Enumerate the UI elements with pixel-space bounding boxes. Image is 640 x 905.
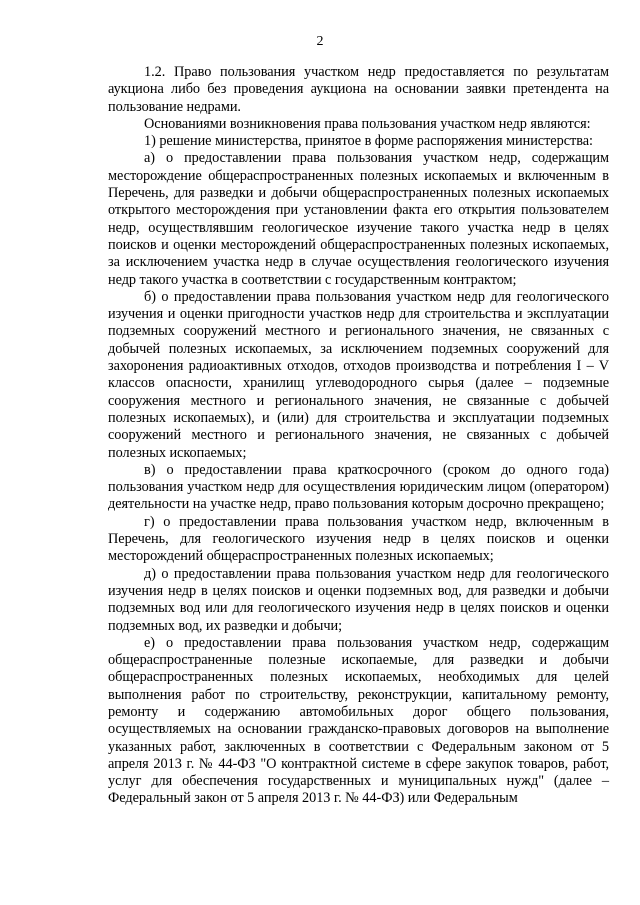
paragraph-item-v: в) о предоставлении права краткосрочного (сроком до одного года) пользования участком недр для осуществления юридическим лицом (оператором) деятельности на участке недр, право пользования которым досрочно прекращено; — [108, 461, 609, 513]
document-body — [108, 64, 609, 808]
paragraph-grounds: Основаниями возникновения права пользования участком недр являются: — [144, 115, 591, 132]
paragraph-item-b: б) о предоставлении права пользования участком недр для геологического изучения и оценки пригодности участков недр для строительства и эксплуатации подземных сооружений местного и регионального значения, не связанных с добычей полезных ископаемых, за исключением подземных сооружений для захоронения радиоактивных отходов, отходов производства и потребления I – V классов опасности, хранилищ углеводородного сырья (далее – подземные сооружения местного и регионального значения, не связанные с добычей полезных ископаемых), и (или) для строительства и эксплуатации подземных сооружений местного и регионального значения, не связанных с добычей полезных ископаемых; — [108, 288, 609, 461]
paragraph-1-2: 1.2. Право пользования участком недр предоставляется по результатам аукциона либо без проведения аукциона на основании заявки претендента на пользование недрами. — [108, 64, 609, 115]
paragraph-item-e: е) о предоставлении права пользования участком недр, содержащим общераспространенные полезные ископаемые, для разведки и добычи общераспространенных полезных ископаемых, необходимых для целей выполнения работ по строительству, реконструкции, капитальному ремонту, ремонту и содержанию автомобильных дорог общего пользования, осуществляемых на основании гражданско-правовых договоров на выполнение указанных работ, заключенных в соответствии с Федеральным законом от 5 апреля 2013 г. № 44-ФЗ "О контрактной системе в сфере закупок товаров, работ, услуг для обеспечения государственных и муниципальных нужд" (далее – Федеральный закон от 5 апреля 2013 г. № 44-ФЗ) или Федеральным — [108, 634, 609, 807]
paragraph-item-g: г) о предоставлении права пользования участком недр, включенным в Перечень, для геологического изучения недр в целях поисков и оценки месторождений общераспространенных полезных ископаемых; — [108, 513, 609, 565]
paragraph-item-a: а) о предоставлении права пользования участком недр, содержащим месторождение общераспространенных полезных ископаемых и включенным в Перечень, для разведки и добычи общераспространенных полезных ископаемых открытого месторождения при установлении факта его открытия пользователем недр, осуществлявшим геологическое изучение такого участка недр в целях поисков и оценки месторождений общераспространенных полезных ископаемых, за исключением участка недр в случае осуществления геологического изучения недр такого участка в соответствии с государственным контрактом; — [108, 150, 609, 288]
page-number: 2 — [316, 34, 324, 49]
paragraph-item-d: д) о предоставлении права пользования участком недр для геологического изучения недр в целях поисков и оценки подземных вод, для разведки и добычи подземных вод или для геологического изучения недр в целях поисков и оценки подземных вод, их разведки и добычи; — [108, 565, 609, 634]
paragraph-item-1: 1) решение министерства, принятое в форме распоряжения министерства: — [144, 133, 593, 150]
